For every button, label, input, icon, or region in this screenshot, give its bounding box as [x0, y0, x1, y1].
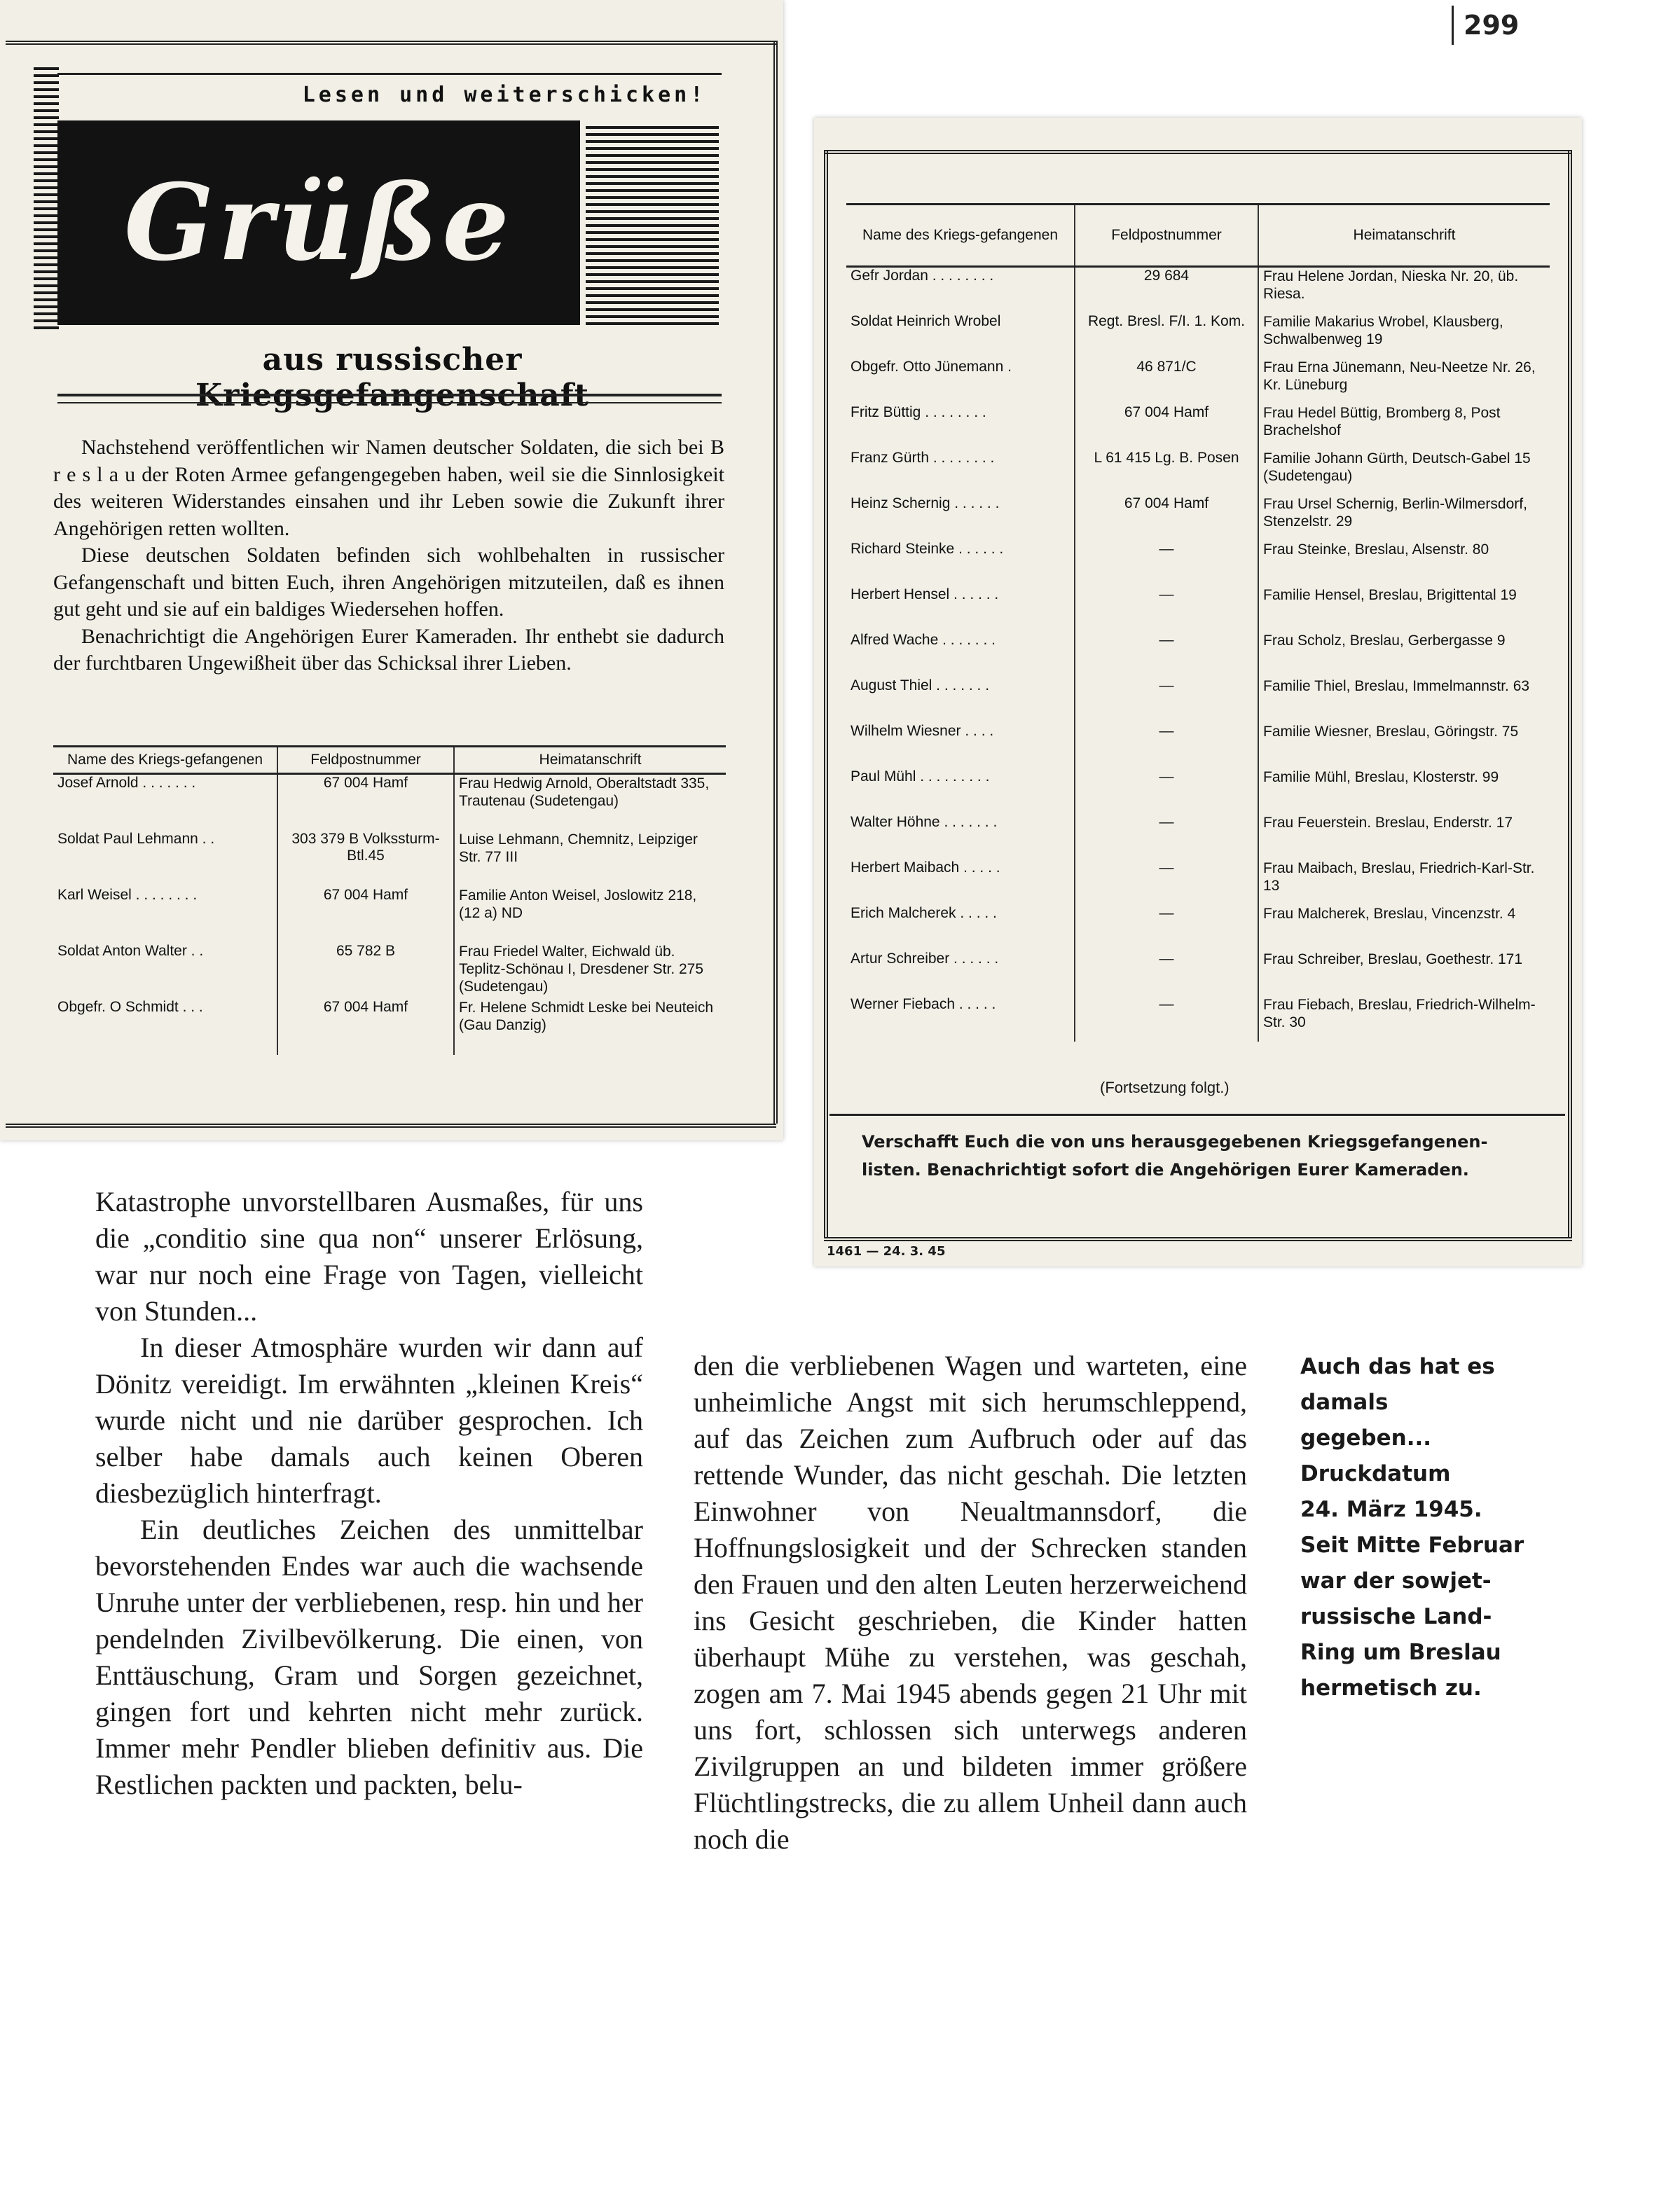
table-row — [846, 632, 1550, 677]
home-address: Familie Hensel, Breslau, Brigittental 19 — [1258, 586, 1550, 632]
feldpost-number: — — [1075, 632, 1258, 677]
table-row — [846, 450, 1550, 495]
table-row — [846, 541, 1550, 586]
intro-text — [53, 434, 724, 677]
table-header-row — [53, 747, 726, 774]
headline-gruesse: Grüße — [124, 161, 514, 284]
home-address: Frau Steinke, Breslau, Alsenstr. 80 — [1258, 541, 1550, 586]
prisoner-name: Walter Höhne . . . . . . . — [851, 814, 998, 830]
table-row — [846, 677, 1550, 723]
footer-rule — [829, 1114, 1565, 1116]
home-address: Familie Anton Weisel, Joslowitz 218, (12 a) ND — [454, 887, 726, 943]
home-address: Frau Hedel Büttig, Bromberg 8, Post Brachelshof — [1258, 404, 1550, 450]
feldpost-number: 65 782 B — [277, 943, 454, 999]
prisoner-name: Gefr Jordan . . . . . . . . — [851, 268, 994, 284]
table-row — [846, 859, 1550, 905]
table-row — [846, 814, 1550, 859]
feldpost-number: — — [1075, 905, 1258, 951]
image-caption — [1300, 1349, 1524, 1706]
caption-line: hermetisch zu. — [1300, 1676, 1482, 1701]
intro-paragraph: Benachrichtigt die Angehörigen Eurer Kameraden. Ihr enthebt sie dadurch der furchtbaren Ungewißheit über das Schicksal ihrer Lieben. — [53, 624, 724, 675]
home-address: Familie Mühl, Breslau, Klosterstr. 99 — [1258, 768, 1550, 814]
clipping-frame-right — [773, 41, 778, 1124]
caption-line: Druckdatum — [1300, 1461, 1451, 1486]
prisoner-name: Soldat Heinrich Wrobel — [851, 313, 1001, 329]
feldpost-number: L 61 415 Lg. B. Posen — [1075, 450, 1258, 495]
prisoner-name: Herbert Maibach . . . . . — [851, 859, 1000, 876]
feldpost-number: Regt. Bresl. F/I. 1. Kom. — [1075, 313, 1258, 359]
table-row — [846, 267, 1550, 314]
feldpost-number: 46 871/C — [1075, 359, 1258, 404]
prisoner-name: Erich Malcherek . . . . . — [851, 905, 997, 921]
home-address: Frau Scholz, Breslau, Gerbergasse 9 — [1258, 632, 1550, 677]
feldpost-number: — — [1075, 677, 1258, 723]
header-address: Heimatanschrift — [1258, 205, 1550, 267]
feldpost-number: — — [1075, 996, 1258, 1042]
prisoner-name: Obgefr. O Schmidt . . . — [57, 999, 203, 1015]
feldpost-number: 303 379 B Volkssturm-Btl.45 — [277, 831, 454, 887]
footer-line: listen. Benachrichtigt sofort die Angehörigen Eurer Kameraden. — [862, 1160, 1469, 1180]
prisoner-table-right — [846, 203, 1550, 1042]
prisoner-name: Artur Schreiber . . . . . . — [851, 951, 999, 967]
caption-line: Auch das hat es — [1300, 1354, 1495, 1379]
feldpost-number: — — [1075, 951, 1258, 996]
subheadline-rule — [57, 394, 722, 396]
home-address: Familie Wiesner, Breslau, Göringstr. 75 — [1258, 723, 1550, 768]
intro-paragraph: Diese deutschen Soldaten befinden sich wohlbehalten in russischer Gefangenschaft und bitten Euch, ihren Angehörigen mitzuteilen, daß es ihnen gut geht und sie auf ein baldiges Wiedersehen hoffen. — [53, 544, 724, 621]
header-feldpost: Feldpostnummer — [277, 747, 454, 774]
table-row — [846, 586, 1550, 632]
home-address: Frau Hedwig Arnold, Oberaltstadt 335, Trautenau (Sudetengau) — [454, 774, 726, 831]
feldpost-number: 67 004 Hamf — [277, 999, 454, 1055]
footer-line: Verschafft Euch die von uns herausgegebenen Kriegsgefangenen- — [862, 1132, 1488, 1152]
prisoner-name: Alfred Wache . . . . . . . — [851, 632, 996, 648]
clipping-frame-right — [1568, 150, 1572, 1237]
prisoner-name: Karl Weisel . . . . . . . . — [57, 887, 198, 903]
prisoner-name: Obgefr. Otto Jünemann . — [851, 359, 1012, 375]
prisoner-name: Paul Mühl . . . . . . . . . — [851, 768, 990, 785]
decor-stripes-right — [586, 126, 719, 329]
home-address: Luise Lehmann, Chemnitz, Leipziger Str. 77 III — [454, 831, 726, 887]
home-address: Frau Friedel Walter, Eichwald üb. Teplitz-Schönau I, Dresdener Str. 275 (Sudetengau) — [454, 943, 726, 999]
prisoner-name: Soldat Paul Lehmann . . — [57, 831, 215, 847]
decor-stripes-left — [34, 67, 59, 333]
prisoner-name: Franz Gürth . . . . . . . . — [851, 450, 995, 466]
table-row — [846, 359, 1550, 404]
body-paragraph: In dieser Atmosphäre wurden wir dann auf Dönitz vereidigt. Im erwähnten „kleinen Kreis“ wurde nicht und nie darüber gesprochen. Ich selber habe damals auch keinen Oberen diesbezüglich hinterfragt. — [95, 1332, 643, 1509]
prisoner-name: Fritz Büttig . . . . . . . . — [851, 404, 986, 420]
left-newspaper-clipping — [0, 0, 783, 1140]
body-paragraph: den die verbliebenen Wagen und warteten, eine unheimliche Angst mit sich herumschleppend, auf das Zeichen zum Aufbruch oder auf das rettende Wunder, das nicht geschah. Die letzten Einwohner von Neualtmannsdorf, die Hoffnungslosigkeit und der Schrecken standen den Frauen und den alten Leuten herzerweichend ins Gesicht geschrieben, die Kinder hatten überhaupt Mühe zu verstehen, was geschah, zogen am 7. Mai 1945 abends gegen 21 Uhr mit uns fort, schlossen sich unterwegs anderen Zivilgruppen an und bildeten immer größere Flüchtlingstrecks, die zu allem Unheil dann auch noch die — [694, 1350, 1247, 1855]
footer-notice — [862, 1128, 1555, 1184]
home-address: Frau Fiebach, Breslau, Friedrich-Wilhelm-Str. 30 — [1258, 996, 1550, 1042]
headline-box — [57, 120, 580, 325]
home-address: Familie Makarius Wrobel, Klausberg, Schwalbenweg 19 — [1258, 313, 1550, 359]
caption-line: Ring um Breslau — [1300, 1640, 1501, 1665]
feldpost-number: 29 684 — [1075, 267, 1258, 314]
feldpost-number: — — [1075, 768, 1258, 814]
table-row — [846, 905, 1550, 951]
home-address: Frau Helene Jordan, Nieska Nr. 20, üb. Riesa. — [1258, 267, 1550, 314]
body-column-1 — [95, 1184, 643, 1803]
caption-line: russische Land- — [1300, 1604, 1492, 1629]
table-row — [53, 943, 726, 999]
header-name: Name des Kriegs-gefangenen — [846, 205, 1075, 267]
feldpost-number: — — [1075, 814, 1258, 859]
intro-paragraph: Nachstehend veröffentlichen wir Namen deutscher Soldaten, die sich bei B r e s l a u der Roten Armee gefangengegeben haben, weil sie die Sinnlosigkeit des weiteren Widerstandes einsahen und ihr Leben sowie die Zukunft ihrer Angehörigen retten wollten. — [53, 436, 724, 540]
table-row — [846, 768, 1550, 814]
feldpost-number: 67 004 Hamf — [277, 774, 454, 831]
table-row — [53, 999, 726, 1055]
prisoner-name: Herbert Hensel . . . . . . — [851, 586, 999, 602]
home-address: Frau Maibach, Breslau, Friedrich-Karl-Str. 13 — [1258, 859, 1550, 905]
prisoner-name: August Thiel . . . . . . . — [851, 677, 990, 693]
table-row — [53, 887, 726, 943]
header-feldpost: Feldpostnummer — [1075, 205, 1258, 267]
prisoner-name: Soldat Anton Walter . . — [57, 943, 204, 959]
prisoner-name: Josef Arnold . . . . . . . — [57, 775, 196, 791]
feldpost-number: 67 004 Hamf — [1075, 495, 1258, 541]
prisoner-name: Heinz Schernig . . . . . . — [851, 495, 1000, 511]
feldpost-number: — — [1075, 859, 1258, 905]
table-header-row — [846, 205, 1550, 267]
subheadline-rule-2 — [57, 402, 722, 403]
body-paragraph: Katastrophe unvorstellbaren Ausmaßes, für uns die „conditio sine qua non“ unserer Erlösung, war nur noch eine Frage von Tagen, vielleicht von Stunden... — [95, 1186, 643, 1327]
caption-line: 24. März 1945. — [1300, 1497, 1482, 1522]
home-address: Frau Malcherek, Breslau, Vincenzstr. 4 — [1258, 905, 1550, 951]
home-address: Frau Schreiber, Breslau, Goethestr. 171 — [1258, 951, 1550, 996]
table-row — [846, 495, 1550, 541]
home-address: Familie Johann Gürth, Deutsch-Gabel 15 (Sudetengau) — [1258, 450, 1550, 495]
table-row — [53, 831, 726, 887]
caption-line: Seit Mitte Februar — [1300, 1533, 1524, 1558]
home-address: Familie Thiel, Breslau, Immelmannstr. 63 — [1258, 677, 1550, 723]
clipping-frame-left — [824, 150, 828, 1237]
print-mark: 1461 — 24. 3. 45 — [827, 1244, 946, 1259]
prisoner-name: Richard Steinke . . . . . . — [851, 541, 1004, 557]
feldpost-number: 67 004 Hamf — [1075, 404, 1258, 450]
feldpost-number: — — [1075, 723, 1258, 768]
home-address: Frau Erna Jünemann, Neu-Neetze Nr. 26, Kr. Lüneburg — [1258, 359, 1550, 404]
table-row — [846, 996, 1550, 1042]
page-number: 299 — [1452, 6, 1519, 45]
top-rule — [57, 73, 722, 75]
home-address: Fr. Helene Schmidt Leske bei Neuteich (Gau Danzig) — [454, 999, 726, 1055]
home-address: Frau Ursel Schernig, Berlin-Wilmersdorf, Stenzelstr. 29 — [1258, 495, 1550, 541]
table-row — [846, 723, 1550, 768]
caption-line: damals gegeben... — [1300, 1390, 1432, 1451]
table-row — [53, 774, 726, 831]
subheadline: aus russischer Kriegsgefangenschaft — [195, 342, 589, 413]
feldpost-number: 67 004 Hamf — [277, 887, 454, 943]
body-paragraph: Ein deutliches Zeichen des unmittelbar bevorstehenden Endes war auch die wachsende Unruhe unter der verbliebenen, resp. hin und her pendelnden Zivilbevölkerung. Die einen, von Enttäuschung, Gram und Sorgen gezeichnet, gingen fort und kehrten nicht mehr zurück. Immer mehr Pendler blieben definitiv aus. Die Restlichen packten und packten, belu- — [95, 1514, 643, 1800]
feldpost-number: — — [1075, 541, 1258, 586]
continuation-note: (Fortsetzung folgt.) — [1100, 1079, 1230, 1096]
body-column-2 — [694, 1348, 1247, 1858]
lesen-und-weiterschicken: Lesen und weiterschicken! — [302, 83, 707, 107]
prisoner-name: Wilhelm Wiesner . . . . — [851, 723, 994, 739]
home-address: Frau Feuerstein. Breslau, Enderstr. 17 — [1258, 814, 1550, 859]
table-row — [846, 404, 1550, 450]
header-name: Name des Kriegs-gefangenen — [53, 747, 277, 774]
feldpost-number: — — [1075, 586, 1258, 632]
table-row — [846, 313, 1550, 359]
prisoner-name: Werner Fiebach . . . . . — [851, 996, 996, 1012]
table-row — [846, 951, 1550, 996]
caption-line: war der sowjet- — [1300, 1568, 1492, 1594]
prisoner-table-left — [53, 745, 726, 1055]
header-address: Heimatanschrift — [454, 747, 726, 774]
